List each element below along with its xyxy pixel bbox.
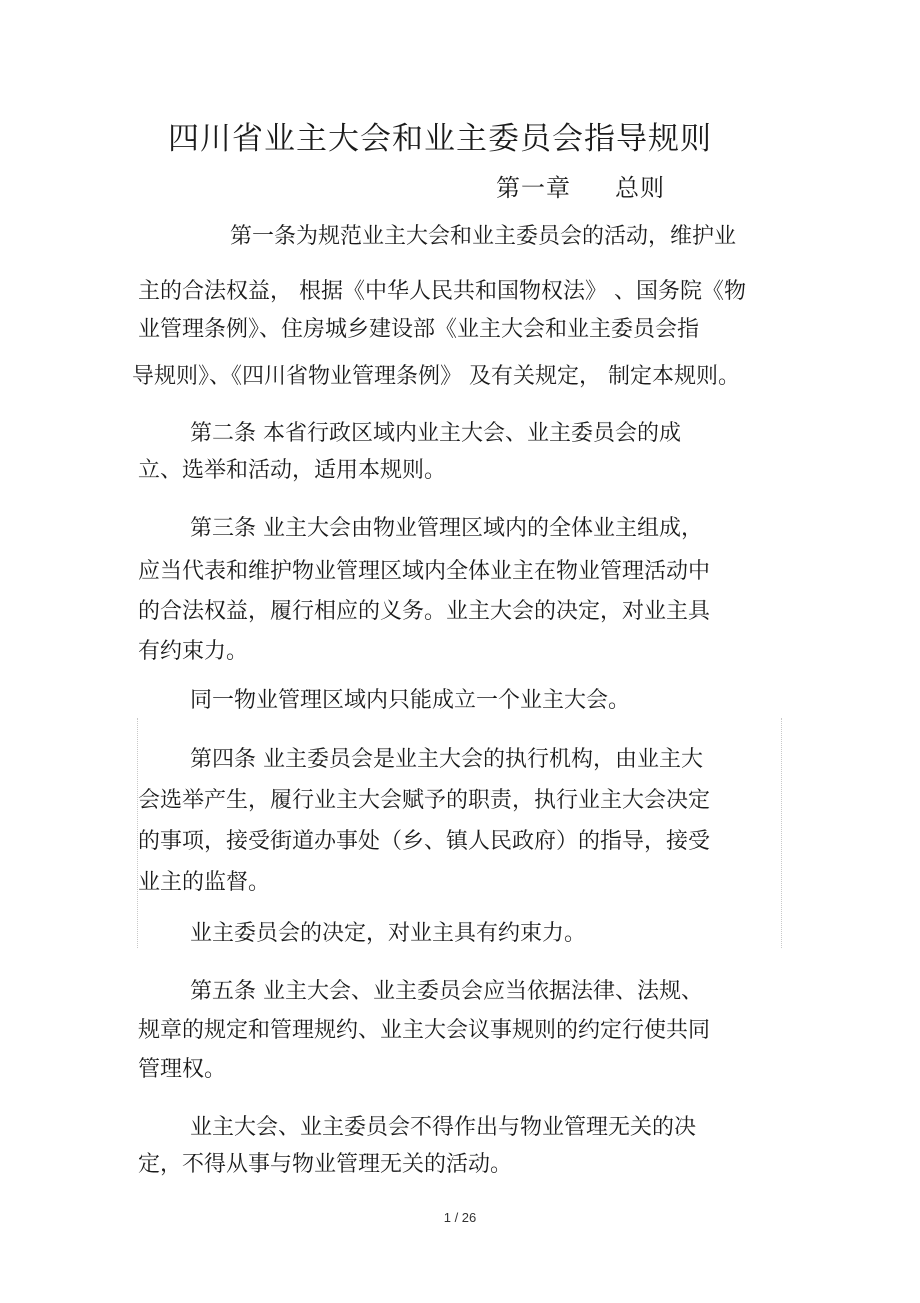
paragraph-line: 的事项，接受街道办事处（乡、镇人民政府）的指导，接受 xyxy=(138,829,711,854)
chapter-name: 总则 xyxy=(615,174,665,202)
paragraph-line: 第四条 业主委员会是业主大会的执行机构，由业主大 xyxy=(190,747,703,772)
paragraph-line: 立、选举和活动，适用本规则。 xyxy=(138,458,447,483)
paragraph-line: 有约束力。 xyxy=(138,639,249,664)
paragraph-line: 应当代表和维护物业管理区域内全体业主在物业管理活动中 xyxy=(138,559,711,584)
page-number: 1 / 26 xyxy=(443,1210,477,1225)
paragraph-line: 第一条为规范业主大会和业主委员会的活动，维护业 xyxy=(230,224,737,249)
document-title: 四川省业主大会和业主委员会指导规则 xyxy=(168,121,712,157)
paragraph-line: 业管理条例》、住房城乡建设部《业主大会和业主委员会指 xyxy=(138,317,700,342)
paragraph-line: 业主的监督。 xyxy=(138,870,271,895)
paragraph-line: 第五条 业主大会、业主委员会应当依据法律、法规、 xyxy=(190,979,703,1004)
paragraph-line: 管理权。 xyxy=(138,1057,227,1082)
paragraph-line: 主的合法权益， 根据《中华人民共和国物权法》 、国务院《物 xyxy=(138,279,746,304)
chapter-number: 第一章 xyxy=(496,174,571,202)
paragraph-line: 同一物业管理区域内只能成立一个业主大会。 xyxy=(190,688,631,713)
paragraph-line: 业主委员会的决定，对业主具有约束力。 xyxy=(190,921,587,946)
paragraph-line: 会选举产生，履行业主大会赋予的职责，执行业主大会决定 xyxy=(138,788,711,813)
dotted-border-right xyxy=(781,718,782,948)
paragraph-line: 第二条 本省行政区域内业主大会、业主委员会的成 xyxy=(190,421,681,446)
paragraph-line: 规章的规定和管理规约、业主大会议事规则的约定行使共同 xyxy=(138,1018,711,1043)
paragraph-line: 第三条 业主大会由物业管理区域内的全体业主组成， xyxy=(190,516,703,541)
paragraph-line: 导规则》、《四川省物业管理条例》 及有关规定， 制定本规则。 xyxy=(132,364,740,389)
paragraph-line: 的合法权益，履行相应的义务。业主大会的决定，对业主具 xyxy=(138,599,711,624)
paragraph-line: 业主大会、业主委员会不得作出与物业管理无关的决 xyxy=(190,1115,697,1140)
paragraph-line: 定，不得从事与物业管理无关的活动。 xyxy=(138,1152,513,1177)
chapter-heading xyxy=(496,172,665,204)
